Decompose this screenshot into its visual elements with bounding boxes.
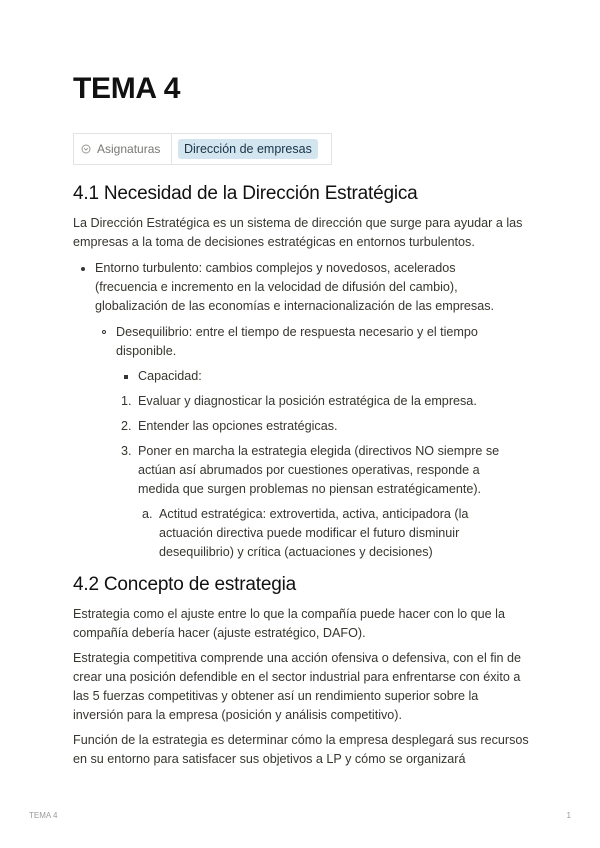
list-item-text: Capacidad: [138,369,202,383]
paragraph: Estrategia competitiva comprende una acción ofensiva o defensiva, con el fin de crear una posición defendible en el sector industrial para enfrentarse con éxito a las 5 fuerzas competitivas y obtener así un rendimiento superior sobre la inversión para la empresa (posición y análisis competitivo). [73,651,522,722]
chevron-circle-icon [81,144,91,154]
item-letter: a. [142,507,153,521]
numbered-item [121,417,529,436]
list-item-text: Entorno turbulento: cambios complejos y novedosos, acelerados (frecuencia e incremento en la velocidad de difusión del cambio), globalización de las economías e internacionalización de las empresas. [95,261,495,313]
section-heading: 4.2 Concepto de estrategia [73,574,296,595]
page-content [73,180,529,769]
paragraph: Estrategia como el ajuste entre lo que la compañía puede hacer con lo que la compañía debería hacer (ajuste estratégico, DAFO). [73,607,505,640]
item-number: 2. [121,419,132,433]
numbered-item [121,442,518,499]
list-item [95,259,519,316]
numbered-item-text: Entender las opciones estratégicas. [138,419,338,433]
footer-title: TEMA 4 [29,811,58,820]
paragraph: Función de la estrategia es determinar cómo la empresa desplegará sus recursos en su entorno para satisfacer sus objetivos a LP y cómo se organizará [73,733,529,766]
subject-tag[interactable]: Dirección de empresas [178,139,318,159]
property-value [172,134,318,164]
list-item [138,367,529,386]
lettered-item-text: Actitud estratégica: extrovertida, activa, anticipadora (la actuación directiva puede modificar el futuro disminuir desequilibrio) y crítica (actuaciones y decisiones) [159,507,469,559]
property-key-label: Asignaturas [97,142,161,156]
section-heading: 4.1 Necesidad de la Dirección Estratégica [73,183,418,204]
page-title: TEMA 4 [73,72,181,105]
numbered-item [121,392,529,411]
properties-table [73,133,332,165]
paragraph: La Dirección Estratégica es un sistema de dirección que surge para ayudar a las empresas a la toma de decisiones estratégicas en entornos turbulentos. [73,216,523,249]
list-item [116,323,522,361]
numbered-item-text: Poner en marcha la estrategia elegida (directivos NO siempre se actúan así abrumados por cuestiones operativas, responde a medida que surgen problemas no piensan estratégicamente). [138,444,500,496]
item-number: 3. [121,444,132,458]
numbered-item-text: Evaluar y diagnosticar la posición estratégica de la empresa. [138,394,477,408]
property-key [74,134,172,164]
list-item-text: Desequilibrio: entre el tiempo de respuesta necesario y el tiempo disponible. [116,325,478,358]
lettered-item [142,505,519,562]
page-number: 1 [566,811,571,820]
item-number: 1. [121,394,132,408]
